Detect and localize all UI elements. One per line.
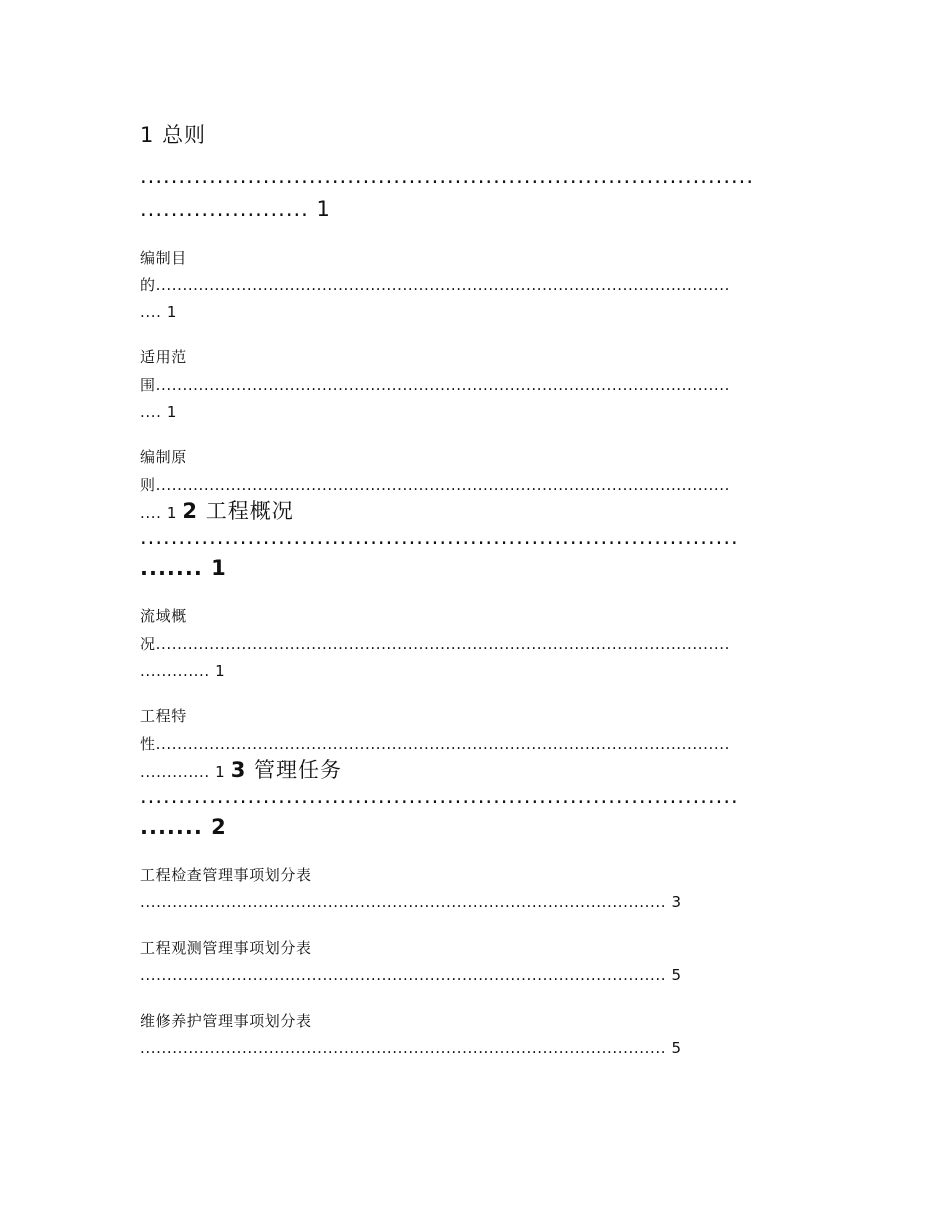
toc-leader: ................................................................................ [140,164,755,188]
toc-table-page-line [140,1041,682,1056]
chapter-title: 工程概况 [205,499,294,523]
page-number: 1 [215,662,226,680]
toc-section-title[interactable]: 工程特 [140,707,187,725]
toc-leader: ........................................................................................................... [155,735,730,753]
toc-leader: ........................................................................................................... [155,276,730,294]
toc-section-title[interactable]: 流域概 [140,607,187,625]
chapter-number: 2 [182,499,199,523]
toc-table-title[interactable]: 维修养护管理事项划分表 [140,1012,312,1030]
toc-section-title: 况 [140,635,156,653]
toc-leader: .................................................................................................. [140,893,667,911]
toc-leader: ....... [140,815,203,839]
toc-chapter-3-page-line [140,817,227,838]
toc-leader: .... [140,403,162,421]
toc-section-line[interactable] [140,278,730,293]
toc-section-title: 围 [140,376,156,394]
toc-section-line[interactable] [140,378,730,393]
toc-section-title[interactable]: 编制目 [140,249,187,267]
toc-leader: ........................................................................................................... [155,376,730,394]
toc-chapter-1-page-line [140,199,331,220]
toc-mixed-line [140,501,294,522]
toc-section-title: 性 [140,735,156,753]
toc-table-title[interactable]: 工程检查管理事项划分表 [140,866,312,884]
toc-section-title[interactable]: 适用范 [140,348,187,366]
toc-leader: ............. [140,763,210,781]
toc-leader: ........................................................................................................... [155,635,730,653]
toc-chapter-1-heading[interactable] [140,125,206,146]
page-number: 1 [166,403,178,421]
page-number: 1 [166,504,178,522]
toc-table-page-line [140,968,682,983]
toc-chapter-2-heading[interactable] [182,499,293,523]
toc-section-title[interactable]: 编制原 [140,448,187,466]
page-number: 1 [316,197,331,221]
toc-leader: ...................... [140,197,309,221]
chapter-title: 管理任务 [254,758,343,782]
toc-leader: .................................................................................................. [140,966,667,984]
toc-section-page-line [140,305,177,320]
chapter-title: 总则 [162,123,207,147]
toc-leader: .............................................................................. [140,525,739,549]
toc-table-title[interactable]: 工程观测管理事项划分表 [140,939,312,957]
toc-section-title: 的 [140,276,156,294]
toc-leader: .... [140,303,162,321]
chapter-number: 3 [230,758,247,782]
toc-leader: .... [140,504,162,522]
toc-section-page-line [140,664,225,679]
page-number: 1 [211,556,227,580]
toc-chapter-3-heading[interactable] [231,758,342,782]
toc-section-line[interactable] [140,478,730,493]
toc-table-page-line [140,895,682,910]
toc-chapter-2-page-line [140,558,227,579]
toc-leader: .............................................................................. [140,784,739,808]
page-number: 5 [671,966,682,984]
toc-mixed-line [140,760,342,781]
chapter-number: 1 [140,123,155,147]
toc-section-line[interactable] [140,637,730,652]
page-number: 5 [671,1039,682,1057]
page-number: 1 [166,303,178,321]
toc-leader: .................................................................................................. [140,1039,667,1057]
toc-leader: ............. [140,662,210,680]
toc-leader: ....... [140,556,203,580]
toc-section-page-line [140,405,177,420]
page-number: 1 [215,763,226,781]
page-number: 3 [671,893,682,911]
toc-section-title: 则 [140,476,156,494]
toc-section-line[interactable] [140,737,730,752]
toc-leader: ........................................................................................................... [155,476,730,494]
page-number: 2 [211,815,227,839]
